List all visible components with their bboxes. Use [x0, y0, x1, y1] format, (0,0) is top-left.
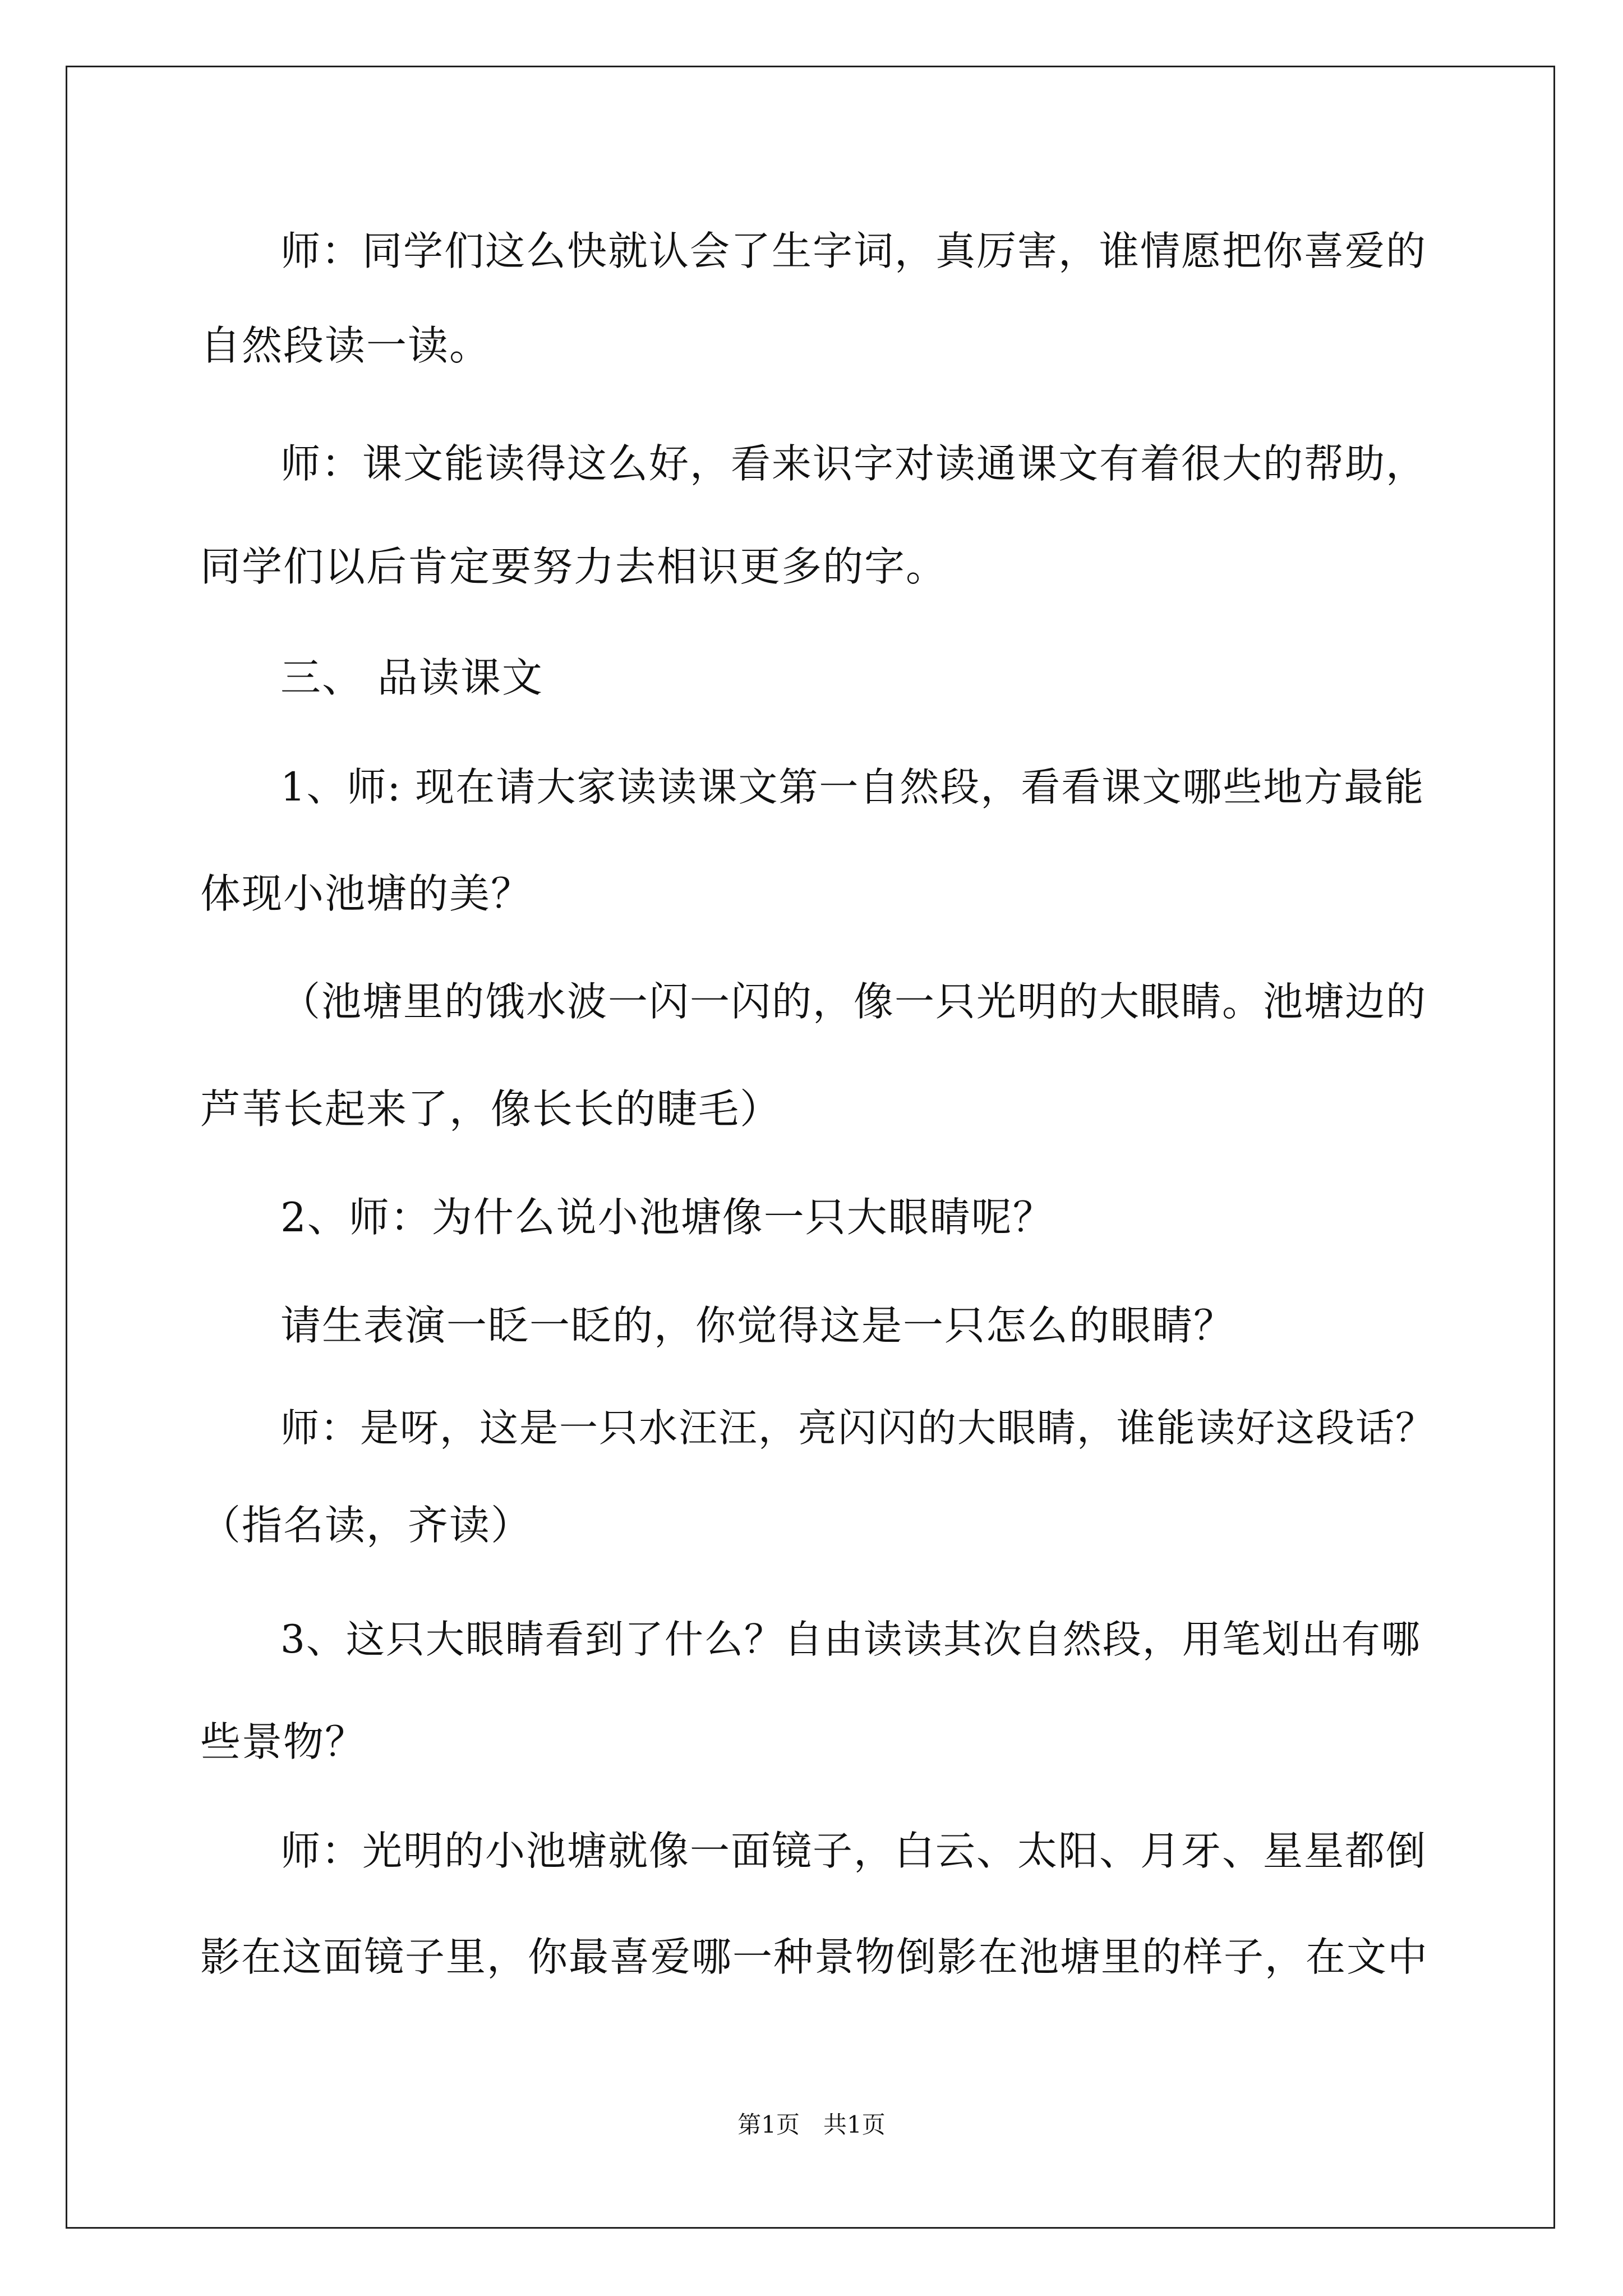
text-line: 2、师：为什么说小池塘像一只大眼睛呢？	[280, 1194, 1054, 1241]
page-number: 第1页 共1页	[737, 2111, 886, 2138]
text-line: 师：是呀，这是一只水汪汪，亮闪闪的大眼睛，谁能读好这段话？	[280, 1406, 1435, 1451]
text-line: （池塘里的饿水波一闪一闪的，像一只光明的大眼睛。池塘边的	[280, 978, 1427, 1025]
text-line: 芦苇长起来了，像长长的睫毛）	[200, 1085, 782, 1133]
section-heading: 三、 品读课文	[280, 654, 543, 701]
text-line: 师：同学们这么快就认会了生字词，真厉害，谁情愿把你喜爱的	[280, 228, 1427, 274]
text-line: 体现小池塘的美？	[200, 870, 533, 917]
text-line: （指名读，齐读）	[200, 1502, 533, 1549]
text-line: 影在这面镜子里，你最喜爱哪一种景物倒影在池塘里的样子，在文中	[200, 1934, 1429, 1980]
text-line: 些景物？	[200, 1718, 367, 1765]
text-line: 1、师: 现在请大家读读课文第一自然段，看看课文哪些地方最能	[280, 764, 1425, 810]
text-line: 自然段读一读。	[200, 322, 491, 369]
text-line: 师：光明的小池塘就像一面镜子，白云、太阳、月牙、星星都倒	[280, 1828, 1427, 1874]
text-line: 同学们以后肯定要努力去相识更多的字。	[200, 543, 948, 590]
text-line: 请生表演一眨一眨的，你觉得这是一只怎么的眼睛？	[280, 1302, 1235, 1349]
text-line: 师：课文能读得这么好，看来识字对读通课文有着很大的帮助，	[280, 440, 1427, 487]
text-line: 3、这只大眼睛看到了什么？自由读读其次自然段，用笔划出有哪	[280, 1617, 1421, 1662]
page-border	[66, 66, 1555, 2229]
